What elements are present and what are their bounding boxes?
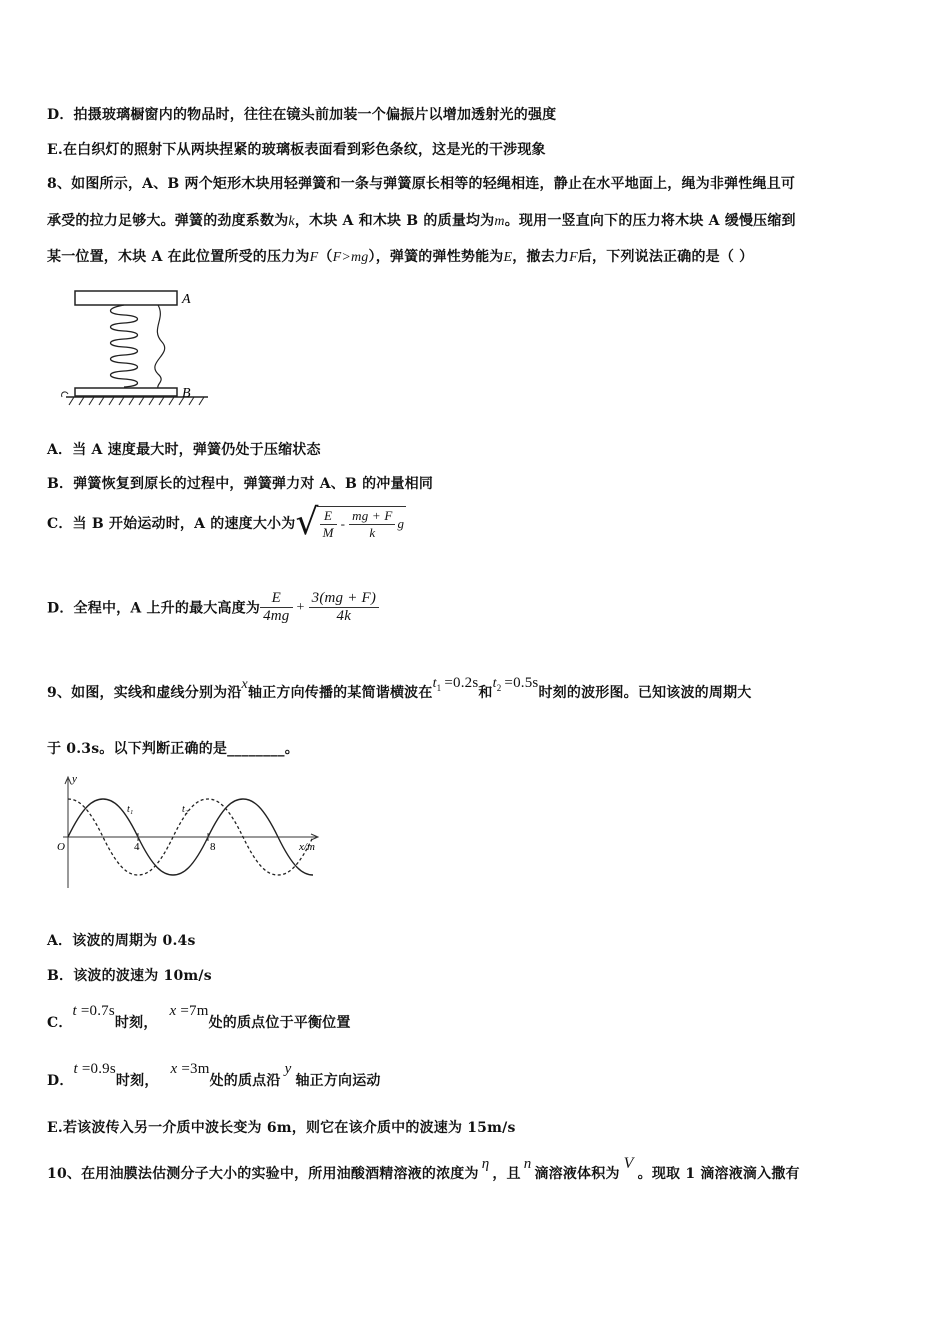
q9-wave-figure [55,773,330,893]
option-c-text: 时刻， [114,1015,158,1031]
var-m: m [494,214,505,229]
q7-option-d: D．拍摄玻璃橱窗内的物品时，往往在镜头前加装一个偏振片以增加透射光的强度 [47,107,557,123]
option-c-text: C． [47,1015,73,1031]
q9-option-d [47,1061,381,1090]
q9-option-b: B．该波的波速为 10m/s [47,968,212,984]
q8-stem-line3 [47,246,753,266]
x-expr: x =3m [170,1061,210,1077]
q9-stem-text: 时刻的波形图。已知该波的周期大 [538,685,752,701]
ground-curl [62,392,68,397]
t-expr: t =0.7s [72,1003,115,1019]
q9-stem-line1 [47,675,752,703]
x-label: x/m [299,841,315,853]
t1-expr: $t_1 =0.2s$ [432,675,479,693]
var-f-gt-mg: F>mg [332,250,369,265]
var-k: k [288,214,295,229]
frac-e-over-4mg: $\frac{E}{4mg}$ [260,590,292,625]
q8-spring-figure [58,284,223,419]
option-d-text: 轴正方向运动 [295,1073,381,1089]
var-y: y [284,1061,292,1077]
spring [111,305,138,387]
tick-4: 4 [134,841,140,853]
t2-label: t₂ [182,804,189,815]
option-c-text: 处的质点位于平衡位置 [208,1015,351,1031]
t-expr: t =0.9s [73,1061,116,1077]
sqrt-body: $\frac{E}{M}$ - $\frac{mg + F}{k}$ g [317,506,407,541]
block-a [75,291,177,305]
option-d-text: 时刻， [115,1073,159,1089]
var-eta: η [481,1156,490,1172]
rope [155,305,165,388]
q9-option-c [47,1003,351,1032]
q10-stem-text: 滴溶液体积为 [534,1166,620,1182]
q8-stem-text: ），弹簧的弹性势能为 [368,249,504,265]
sqrt-sign: √ [295,502,319,543]
q7-option-e: E.在白织灯的照射下从两块捏紧的玻璃板表面看到彩色条纹，这是光的干涉现象 [47,142,546,158]
q8-stem-line1: 8、如图所示，A、B 两个矩形木块用轻弹簧和一条与弹簧原长相等的轻绳相连，静止在水平地面上，绳为非弹性绳且可 [47,176,796,192]
q8-option-c [47,502,406,543]
frac-e-over-m: $\frac{E}{M}$ [320,508,337,541]
q8-option-d: D．全程中，A 上升的最大高度为 $\frac{E}{4mg}$ + $\frac{3(mg + F)}{4k}$ [47,590,379,625]
t2-expr: $t_2 =0.5s$ [492,675,539,693]
var-v: V [623,1155,634,1172]
tick-8: 8 [210,841,216,853]
label-a: A [182,292,191,307]
var-e: E [503,250,513,265]
y-label: y [72,773,77,785]
q10-stem [47,1155,800,1183]
q8-stem-line2 [47,210,796,230]
q8-option-a: A．当 A 速度最大时，弹簧仍处于压缩状态 [47,442,321,458]
var-x: x [241,677,248,692]
option-d-text: 处的质点沿 [209,1073,281,1089]
var-f: F [309,250,319,265]
x-expr: x =7m [169,1003,209,1019]
q10-stem-text: ，且 [492,1166,521,1182]
block-b [75,388,177,396]
q9-option-e: E.若该波传入另一介质中波长变为 6m，则它在该介质中的波速为 15m/s [47,1120,516,1136]
q9-option-a: A．该波的周期为 0.4s [47,933,196,949]
q8-stem-text: ，木块 A 和木块 B 的质量均为 [294,213,495,229]
var-n: n [523,1156,532,1172]
q8-stem-text: 承受的拉力足够大。弹簧的劲度系数为 [47,213,289,229]
label-b: B [182,386,191,401]
option-d-text: D．全程中，A 上升的最大高度为 [47,600,261,617]
var-f: F [569,250,578,265]
q8-stem-text: 某一位置，木块 A 在此位置所受的压力为 [47,249,310,265]
origin-label: O [57,841,65,853]
q8-stem-text: 。现用一竖直向下的压力将木块 A 缓慢压缩到 [504,213,796,229]
frac-3mgF-over-4k: $\frac{3(mg + F)}{4k}$ [309,590,379,625]
q9-stem-text: 9、如图，实线和虚线分别为沿 [47,685,242,701]
q8-option-b: B．弹簧恢复到原长的过程中，弹簧弹力对 A、B 的冲量相同 [47,476,434,492]
q10-stem-text: 。现取 1 滴溶液滴入撒有 [637,1166,800,1182]
option-d-text: D． [47,1073,74,1089]
option-c-text: C．当 B 开始运动时，A 的速度大小为 [47,516,296,532]
q9-stem-line2: 于 0.3s。以下判断正确的是________。 [47,741,299,757]
q9-stem-text: 轴正方向传播的某简谐横波在 [247,685,433,701]
q8-stem-text: （ [318,249,333,265]
frac-mgF-over-k: $\frac{mg + F}{k}$ [349,508,395,541]
q10-stem-text: 10、在用油膜法估测分子大小的实验中，所用油酸酒精溶液的浓度为 [47,1166,479,1182]
t1-label: t₁ [127,804,134,815]
q8-stem-text: ，撤去力 [512,249,570,265]
q9-stem-text: 和 [478,685,493,701]
q8-stem-text: 后，下列说法正确的是（ ） [577,249,754,265]
